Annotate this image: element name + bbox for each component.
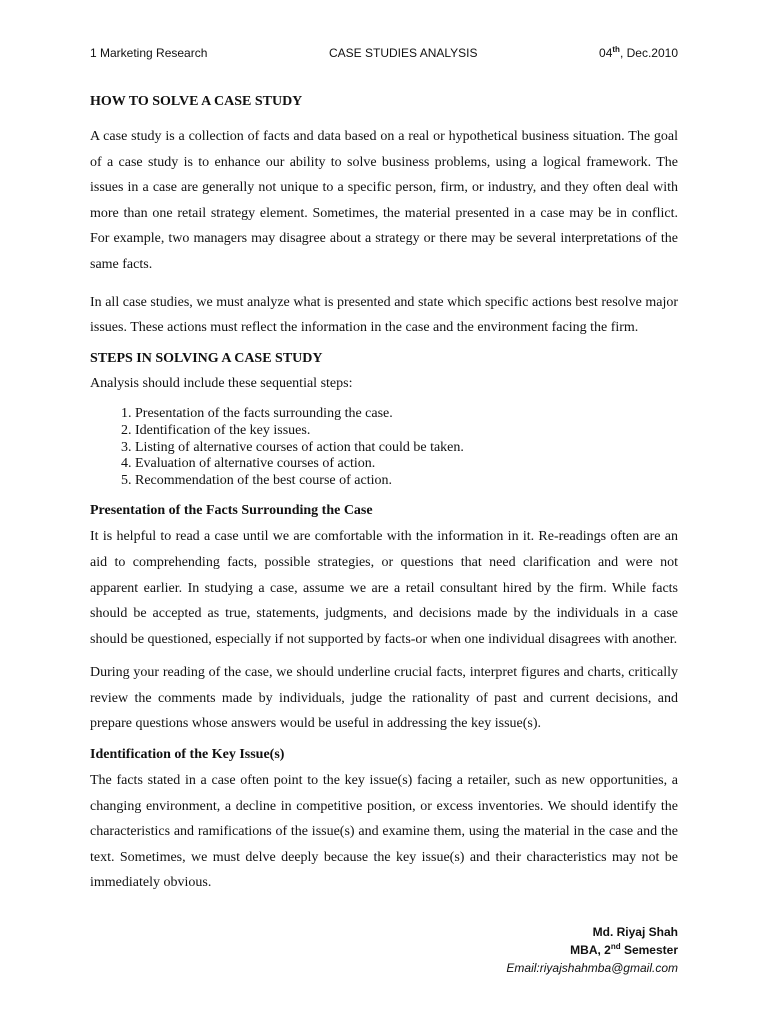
author-program (506, 941, 678, 959)
steps-intro: Analysis should include these sequential steps: (90, 375, 353, 391)
facts-paragraph-1: It is helpful to read a case until we are comfortable with the information in it. Re-readings often are an aid to comprehending facts, possible strategies, or questions that need clarification and were not apparent earlier. In studying a case, assume we are a retail consultant hired by the firm. While facts should be accepted as true, statements, judgments, and decisions made by the individuals in a case should be questioned, especially if not supported by facts-or when one individual disagrees with another. (90, 529, 678, 647)
steps-heading: STEPS IN SOLVING A CASE STUDY (90, 350, 323, 366)
steps-list-item: 4. Evaluation of alternative courses of action. (135, 456, 678, 473)
steps-list-item: 3. Listing of alternative courses of action that could be taken. (135, 440, 678, 457)
steps-list-item: 5. Recommendation of the best course of action. (135, 473, 678, 490)
section-heading-facts: Presentation of the Facts Surrounding the Case (90, 503, 373, 519)
header-title: CASE STUDIES ANALYSIS (329, 46, 478, 60)
author-name: Md. Riyaj Shah (592, 925, 678, 939)
header-date-day: 04 (599, 46, 613, 60)
author-program-semester: Semester (620, 943, 678, 957)
header-date-suffix: th (612, 45, 620, 54)
document-title: HOW TO SOLVE A CASE STUDY (90, 94, 303, 109)
steps-list (90, 406, 678, 489)
page-header (90, 46, 678, 64)
key-issues-paragraph: The facts stated in a case often point to the key issue(s) facing a retailer, such as new opportunities, a changing environment, a decline in competitive position, or excess inventories. We should identify the characteristics and ramifications of the issue(s) and examine them, using the material in the case and the text. Sometimes, we must delve deeply because the key issue(s) and their characteristics may not be immediately obvious. (90, 773, 678, 891)
author-program-suffix-sup: nd (610, 942, 621, 951)
section-heading-key-issues: Identification of the Key Issue(s) (90, 747, 285, 763)
header-course: 1 Marketing Research (90, 46, 208, 60)
facts-paragraph-2: During your reading of the case, we should underline crucial facts, interpret figures and charts, critically review the comments made by individuals, judge the rationality of past and current decisions, and prepare questions whose answers would be useful in addressing the key issue(s). (90, 665, 678, 732)
steps-list-item: 1. Presentation of the facts surrounding the case. (135, 406, 678, 423)
author-signature-block (506, 923, 678, 977)
steps-list-item: 2. Identification of the key issues. (135, 423, 678, 440)
header-date (599, 46, 678, 60)
intro-paragraph-2: In all case studies, we must analyze what is presented and state which specific actions best resolve major issues. These actions must reflect the information in the case and the environment facing the firm. (90, 294, 678, 336)
author-email: Email:riyajshahmba@gmail.com (506, 961, 678, 975)
document-body (90, 92, 678, 904)
intro-paragraph-1: A case study is a collection of facts and data based on a real or hypothetical business situation. The goal of a case study is to enhance our ability to solve business problems, using a logical framework. The issues in a case are generally not unique to a specific person, firm, or industry, and they often deal with more than one retail strategy element. Sometimes, the material presented in a case may be in conflict. For example, two managers may disagree about a strategy or there may be several interpretations of the same facts. (90, 129, 678, 272)
author-program-prefix: MBA, 2 (570, 943, 611, 957)
header-date-rest: , Dec.2010 (619, 46, 678, 60)
